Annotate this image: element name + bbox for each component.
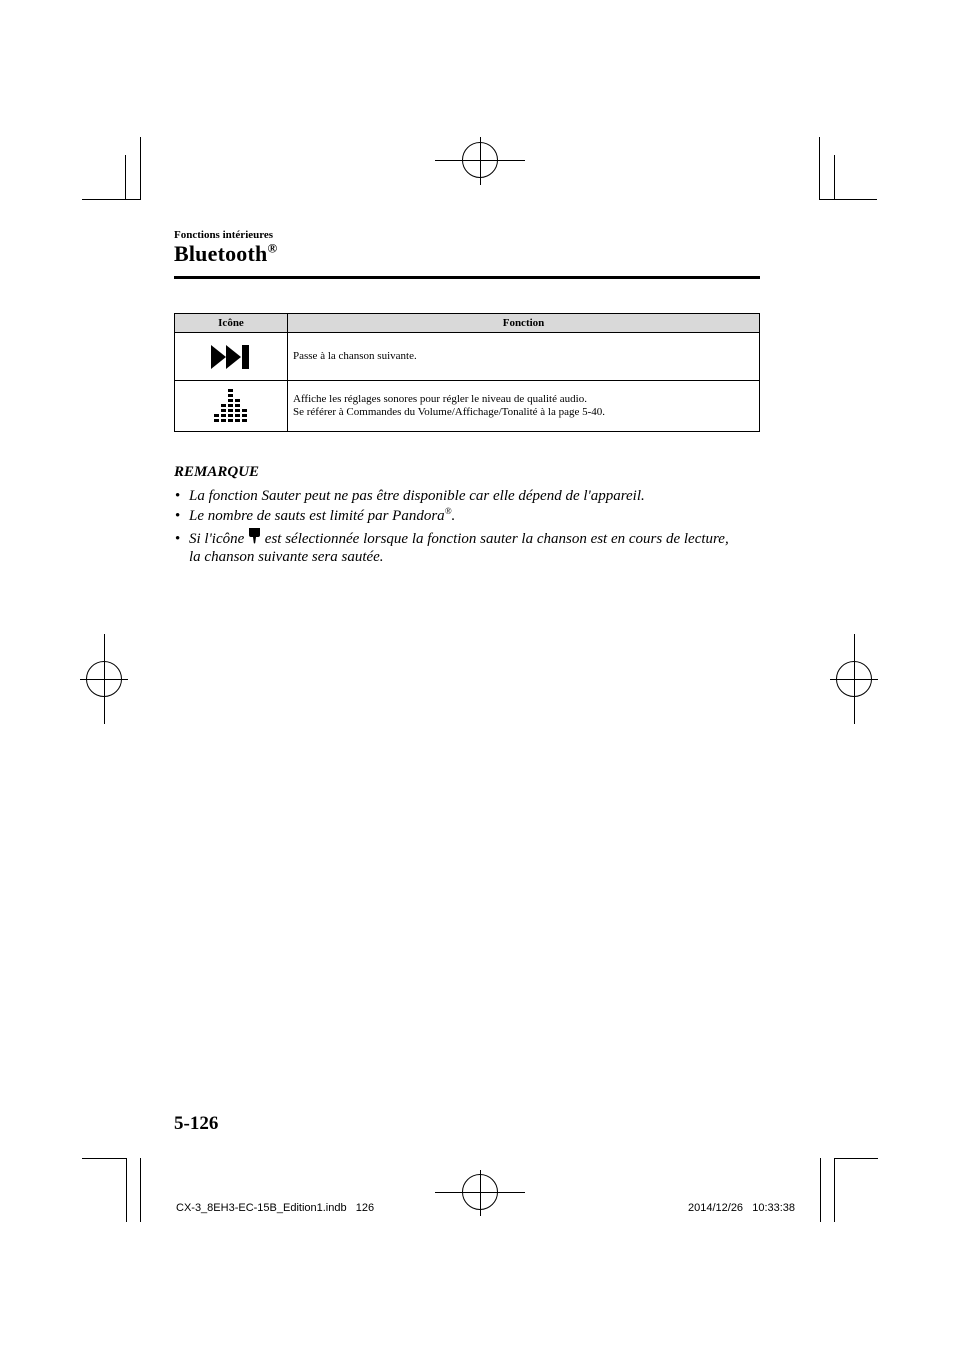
footer-date-info: 2014/12/26 10:33:38 [688,1202,796,1214]
function-table [174,313,760,432]
page-title [174,241,277,267]
registered-mark: ® [444,506,452,516]
function-text: Se référer à Commandes du Volume/Affichage/Tonalité à la page 5-40. [293,406,606,418]
column-header-icon: Icône [175,314,288,333]
note-continuation: la chanson suivante sera sautée. [189,549,384,565]
equalizer-icon [211,388,251,424]
note-text: Si l'icône [189,531,249,547]
note-text: Le nombre de sauts est limité par Pandora [189,508,445,524]
function-cell [288,381,760,432]
table-row [175,333,760,381]
registered-mark: ® [267,240,278,256]
skip-next-icon [209,344,253,370]
icon-cell [175,381,288,432]
column-header-function: Fonction [288,314,760,333]
thumbs-down-icon [248,527,261,544]
bullet: • [175,531,181,547]
function-text: Affiche les réglages sonores pour régler le niveau de qualité audio. [293,393,587,405]
note-item [175,527,729,549]
section-label: Fonctions intérieures [174,229,274,241]
footer-file-info: CX-3_8EH3-EC-15B_Edition1.indb 126 [176,1202,375,1214]
bullet: • [175,488,181,504]
table-row [175,381,760,432]
note-text: La fonction Sauter peut ne pas être disponible car elle dépend de l'appareil. [189,488,645,504]
title-rule [174,276,760,279]
page-title-text: Bluetooth [174,241,268,266]
icon-cell [175,333,288,381]
bullet: • [175,508,181,524]
note-title: REMARQUE [174,464,260,480]
note-item [175,486,645,506]
page-number: 5-126 [174,1113,219,1134]
function-text: Passe à la chanson suivante. [293,350,417,362]
note-suffix: . [451,508,456,524]
function-cell [288,333,760,381]
note-text: est sélectionnée lorsque la fonction sauter la chanson est en cours de lecture, [261,531,729,547]
note-item [175,506,455,526]
table-header-row [175,314,760,333]
